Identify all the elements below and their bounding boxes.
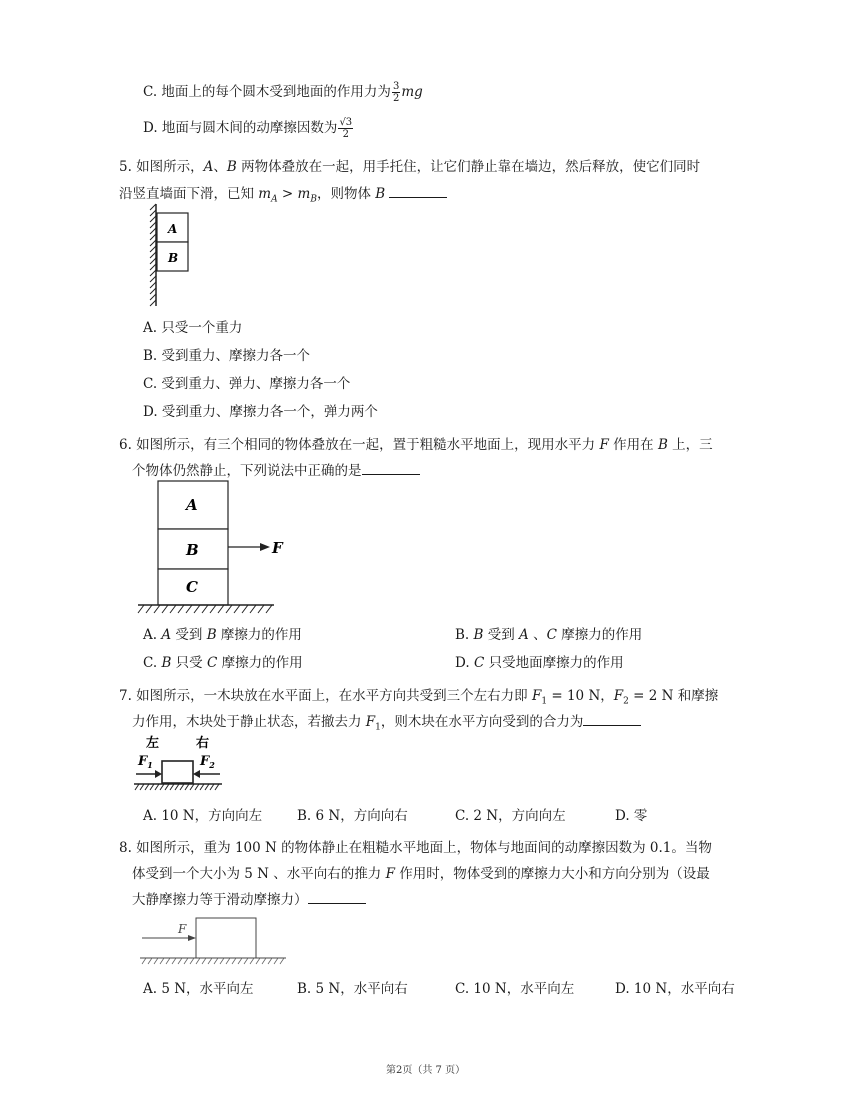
fraction: $\frac{3}{2}$: [392, 81, 400, 104]
q8-option-c: C. 10 N，水平向左: [455, 981, 575, 997]
q8-option-d: D. 10 N，水平向右: [615, 981, 735, 997]
arrow-head-icon: [155, 770, 162, 778]
q4-option-c: [143, 80, 423, 104]
ground-hatching: [138, 605, 272, 613]
q7-option-b: B. 6 N，方向向右: [297, 808, 408, 824]
fraction: $\frac{√3}{2}$: [339, 117, 353, 140]
wooden-block: [162, 761, 193, 783]
block-b-label: B: [168, 251, 179, 265]
answer-blank: [308, 891, 366, 904]
q7-stem-line1: 7. 如图所示，一木块放在水平面上，在水平方向共受到三个左右力即 $F_1 = 10$ N，$F_2 = 2$ N 和摩擦: [119, 688, 719, 707]
q6-option-a: A. A 受到 B 摩擦力的作用: [143, 627, 302, 643]
block-c-label: C: [186, 578, 198, 596]
wall-hatching: [150, 204, 156, 306]
q7-option-c: C. 2 N，方向向左: [455, 808, 566, 824]
q5-stem-line1: 5. 如图所示，A、B 两物体叠放在一起，用手托住，让它们静止靠在墙边，然后释放，使它们同时: [119, 159, 701, 175]
q7-option-a: A. 10 N，方向向左: [143, 808, 263, 824]
right-label: 右: [196, 736, 210, 751]
ground-hatching: [142, 958, 284, 964]
q7-option-d: D. 零: [615, 808, 648, 824]
object-block: [196, 918, 256, 958]
block-a-label: A: [168, 222, 178, 236]
q8-option-b: B. 5 N，水平向右: [297, 981, 408, 997]
answer-blank: [583, 713, 641, 726]
q8-figure: [140, 913, 290, 971]
arrow-head-icon: [260, 543, 270, 551]
q6-stem-line2: 个物体仍然静止，下列说法中正确的是: [132, 459, 420, 479]
q7-stem-line2: 力作用，木块处于静止状态，若撤去力 $F_1$，则木块在水平方向受到的合力为: [132, 710, 641, 733]
q5-option-a: A. 只受一个重力: [143, 320, 243, 336]
q5-option-d: D. 受到重力、摩擦力各一个，弹力两个: [143, 404, 378, 420]
q6-option-b: B. B 受到 A 、C 摩擦力的作用: [455, 627, 643, 643]
q4-option-d-text: D. 地面与圆木间的动摩擦因数为: [143, 120, 338, 136]
ground-hatching: [135, 784, 219, 790]
q6-stem-line1: 6. 如图所示，有三个相同的物体叠放在一起，置于粗糙水平地面上，现用水平力 F 作用在 B 上，三: [119, 437, 713, 453]
q8-stem-line2: 体受到一个大小为 5 N 、水平向右的推力 F 作用时，物体受到的摩擦力大小和方向分别为（设最: [132, 866, 710, 882]
q5-stem-line2: 沿竖直墙面下滑，已知 $m_A > m_B$，则物体 B: [119, 182, 447, 205]
q6-figure: [134, 478, 294, 618]
left-label: 左: [146, 736, 160, 751]
page-footer: 第2页（共 7 页）: [386, 1065, 466, 1076]
q5-option-c: C. 受到重力、弹力、摩擦力各一个: [143, 376, 351, 392]
block-a-label: A: [186, 496, 198, 514]
q8-stem-line3: 大静摩擦力等于滑动摩擦力）: [132, 888, 366, 908]
f1-label: $F_1$: [138, 754, 153, 770]
f2-label: $F_2$: [200, 754, 215, 770]
force-label: F: [272, 539, 283, 557]
answer-blank: [362, 462, 420, 475]
q5-figure: [148, 202, 196, 308]
answer-blank: [389, 185, 447, 198]
q7-figure: [134, 731, 224, 797]
q6-option-c: C. B 只受 C 摩擦力的作用: [143, 655, 303, 671]
q4-option-c-text: C. 地面上的每个圆木受到地面的作用力为: [143, 84, 391, 100]
arrow-head-icon: [193, 770, 200, 778]
q8-option-a: A. 5 N，水平向左: [143, 981, 254, 997]
arrow-head-icon: [188, 935, 196, 941]
q6-option-d: D. C 只受地面摩擦力的作用: [455, 655, 624, 671]
block-b-label: B: [186, 541, 199, 559]
q4-option-d: [143, 116, 354, 140]
q8-stem-line1: 8. 如图所示，重为 100 N 的物体静止在粗糙水平地面上，物体与地面间的动摩擦因数为 0.1。当物: [119, 840, 712, 856]
q5-option-b: B. 受到重力、摩擦力各一个: [143, 348, 311, 364]
math-mg: mg: [401, 84, 423, 100]
force-label: F: [178, 922, 187, 936]
